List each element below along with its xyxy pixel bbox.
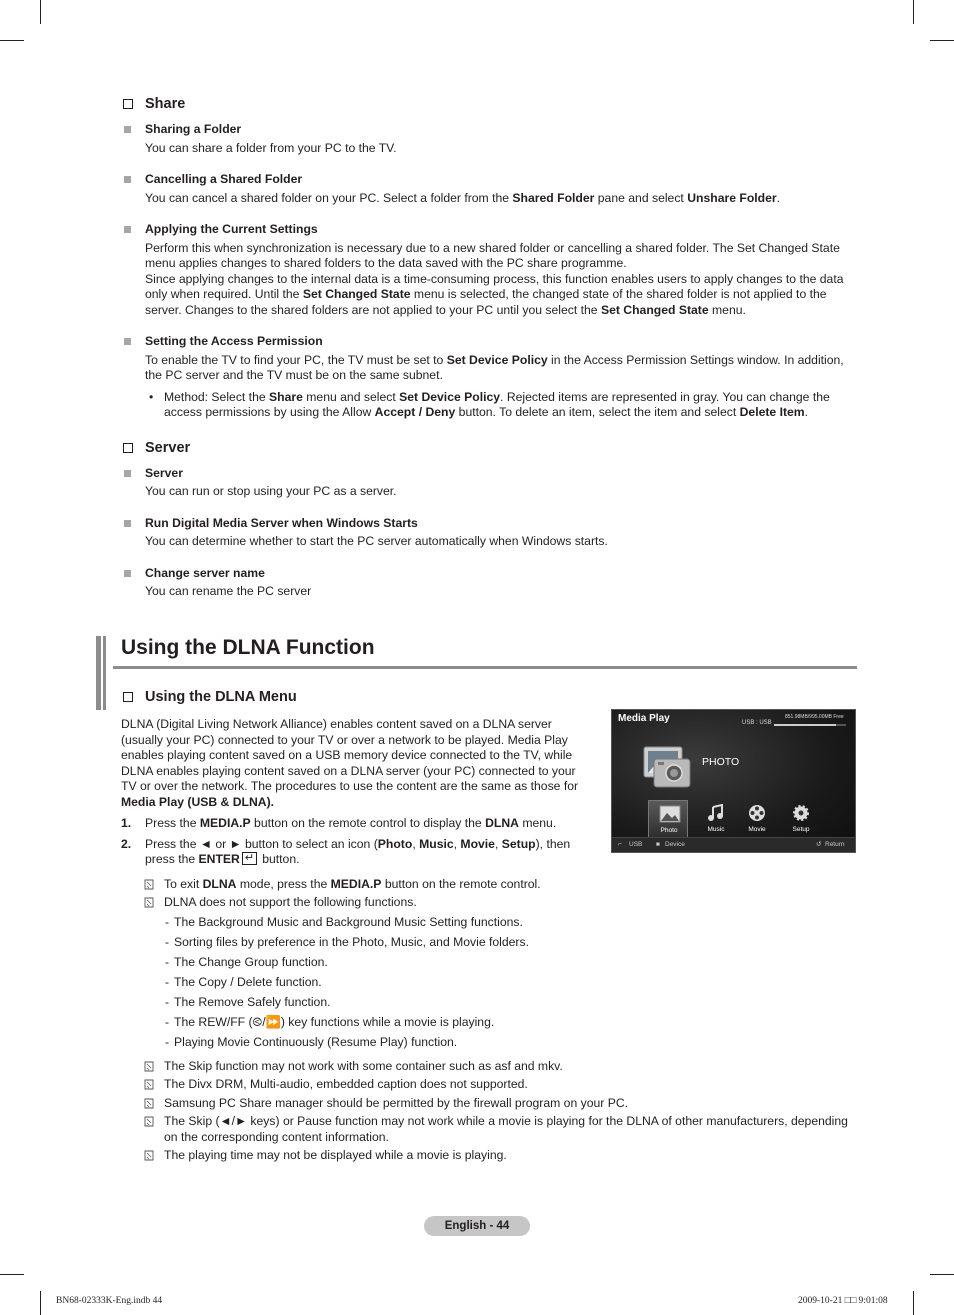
item-title: Run Digital Media Server when Windows Starts [145, 515, 418, 530]
unsupported-item: - The Background Music and Background Music Setting functions. [165, 915, 523, 929]
note-icon [144, 1079, 154, 1090]
item-desc: You can run or stop using your PC as a server. [145, 484, 397, 498]
dash: - [165, 995, 170, 1009]
crop-mark [40, 1291, 41, 1315]
item-title: Sharing a Folder [145, 122, 242, 136]
dash: - [165, 935, 170, 949]
item-desc: You can rename the PC server [145, 584, 312, 598]
share-server-section [121, 94, 857, 600]
tv-footer [612, 837, 856, 853]
dash: - [165, 975, 170, 989]
dlna-menu-heading: Using the DLNA Menu [121, 687, 857, 707]
usb-icon: ⌐ [618, 841, 622, 848]
note-item: The playing time may not be displayed while a movie is playing. [121, 1148, 857, 1164]
unsupported-item: - The Remove Safely function. [165, 995, 331, 1009]
square-bullet-icon [124, 570, 131, 577]
dash: - [165, 1035, 170, 1049]
title-underline [113, 666, 857, 669]
access-permission-item [121, 334, 857, 384]
note-unsupported: DLNA does not support the following functions. [121, 895, 857, 911]
crop-mark [930, 40, 954, 41]
crop-mark [913, 1291, 914, 1315]
unsupported-item: - The Change Group function. [165, 955, 328, 969]
slug-right: 2009-10-21 □□ 9:01:08 [798, 1296, 888, 1306]
apply-settings-item [121, 222, 857, 318]
title-bar-decoration [103, 636, 106, 710]
note-icon [144, 879, 154, 890]
tv-music-button[interactable]: Music [696, 800, 736, 838]
note-item: The Skip function may not work with some container such as asf and mkv. [121, 1059, 857, 1075]
share-heading: Share [121, 94, 857, 114]
note-item: The Skip (◄/► keys) or Pause function may not work while a movie is playing for the DLNA of other manufacturers, depending on the corresponding content information. [121, 1114, 857, 1145]
server-name-item [121, 566, 857, 600]
notes-list [121, 1059, 857, 1164]
gear-icon [791, 804, 811, 822]
item-desc: You can share a folder from your PC to the TV. [145, 140, 397, 155]
crop-mark [40, 0, 41, 24]
dlna-intro: DLNA (Digital Living Network Alliance) enables content saved on a DLNA server (usually your PC) connected to your TV or over a network to be played. Media Play enables playing content saved on a USB memory device connected to the TV, while DLNA enables playing content saved on a DLNA server (your PC) connected to your TV or over the network. The procedures to use the content are the same as those for Media Play (USB & DLNA). [121, 717, 579, 809]
checkbox-square-icon [123, 99, 133, 109]
tv-storage-fill [774, 724, 836, 726]
checkbox-square-icon [123, 692, 133, 702]
unsupported-item: - The Copy / Delete function. [165, 975, 322, 989]
crop-mark [930, 1274, 954, 1275]
tv-footer-usb: USB [629, 841, 643, 848]
server-item [121, 466, 857, 500]
tv-photo-button[interactable]: Photo [648, 800, 688, 838]
item-title: Cancelling a Shared Folder [145, 172, 303, 186]
media-play-screenshot [611, 709, 856, 853]
crop-mark [0, 1274, 24, 1275]
cancel-folder-item [121, 172, 857, 206]
tv-icon-row [642, 800, 852, 838]
note-icon [144, 1061, 154, 1072]
crop-mark [913, 0, 914, 24]
item-title: Setting the Access Permission [145, 334, 323, 348]
unsupported-item: - Sorting files by preference in the Photo, Music, and Movie folders. [165, 935, 529, 949]
crop-mark [0, 40, 24, 41]
note-icon [144, 1150, 154, 1161]
tv-setup-button[interactable]: Setup [781, 800, 821, 838]
square-bullet-icon [124, 176, 131, 183]
tv-selected-label: PHOTO [702, 756, 740, 768]
dash: - [165, 915, 170, 929]
device-square-icon: ■ [656, 841, 660, 848]
item-title: Applying the Current Settings [145, 222, 318, 236]
note-icon [144, 1098, 154, 1109]
page-title: Using the DLNA Function [121, 636, 375, 659]
square-bullet-icon [124, 338, 131, 345]
dash: - [165, 955, 170, 969]
music-note-icon [706, 804, 726, 822]
film-reel-icon [747, 804, 767, 822]
tv-footer-device: Device [665, 841, 685, 848]
item-title: Change server name [145, 565, 265, 580]
page-number: English - 44 [424, 1216, 530, 1236]
square-bullet-icon [124, 470, 131, 477]
item-desc: You can determine whether to start the PC server automatically when Windows starts. [145, 534, 608, 548]
tv-title: Media Play [618, 713, 670, 724]
note-item: Samsung PC Share manager should be permitted by the firewall program on your PC. [121, 1096, 857, 1112]
tv-storage-bar [774, 724, 846, 726]
item-title: Server [145, 465, 183, 480]
tv-footer-return[interactable]: Return [825, 841, 845, 848]
note-exit: To exit DLNA mode, press the MEDIA.P button on the remote control. [121, 877, 857, 893]
unsupported-item: - Playing Movie Continuously (Resume Play) function. [165, 1035, 458, 1049]
note-icon [144, 897, 154, 908]
server-heading: Server [121, 438, 857, 458]
enter-key-icon [242, 852, 257, 865]
sharing-folder-item [121, 122, 857, 156]
checkbox-square-icon [123, 443, 133, 453]
square-bullet-icon [124, 226, 131, 233]
step-2: 2. Press the ◄ or ► button to select an icon (Photo, Music, Movie, Setup), then press the ENTER↵ button. [121, 837, 591, 868]
return-icon: ↺ [816, 841, 822, 848]
item-desc: You can cancel a shared folder on your PC. Select a folder from the Shared Folder pane and select Unshare Folder. [145, 190, 781, 205]
run-server-item [121, 516, 857, 550]
step-1: 1. Press the MEDIA.P button on the remote control to display the DLNA menu. [121, 816, 557, 830]
item-desc: Perform this when synchronization is necessary due to a new shared folder or cancelling a shared folder. The Set Changed State menu applies changes to shared folders to the data saved with the PC share programme. Since applying changes to the internal data is a time-consuming process, this function enables users to apply changes to the data only when required. Until the Set Changed State menu is selected, the changed state of the shared folder is not applied to the server. Changes to the shared folders are not applied to your PC until you select the Set Changed State menu. [145, 240, 844, 317]
tv-usb-label: USB : USB [742, 720, 772, 726]
tv-free-space: 851.98MB/995.00MB Free [785, 714, 844, 720]
unsupported-item: - The REW/FF (⧀/⏩) key functions while a movie is playing. [165, 1015, 495, 1029]
note-icon [144, 1116, 154, 1127]
method-bullet: • Method: Select the Share menu and select Set Device Policy. Rejected items are represented in gray. You can change the access permissions by using the Allow Accept / Deny button. To delete an item, select the item and select Delete Item. [149, 389, 830, 419]
slug-left: BN68-02333K-Eng.indb 44 [56, 1296, 163, 1306]
photo-icon [659, 805, 681, 823]
unsupported-list [121, 915, 857, 1051]
square-bullet-icon [124, 520, 131, 527]
note-item: The Divx DRM, Multi-audio, embedded caption does not supported. [121, 1077, 857, 1093]
dash: - [165, 1015, 170, 1029]
photo-large-icon [642, 745, 692, 791]
tv-movie-button[interactable]: Movie [737, 800, 777, 838]
square-bullet-icon [124, 126, 131, 133]
title-bar-decoration [96, 636, 101, 710]
item-desc: To enable the TV to find your PC, the TV must be set to Set Device Policy in the Access Permission Settings window. In addition, the PC server and the TV must be on the same subnet. [145, 352, 844, 382]
